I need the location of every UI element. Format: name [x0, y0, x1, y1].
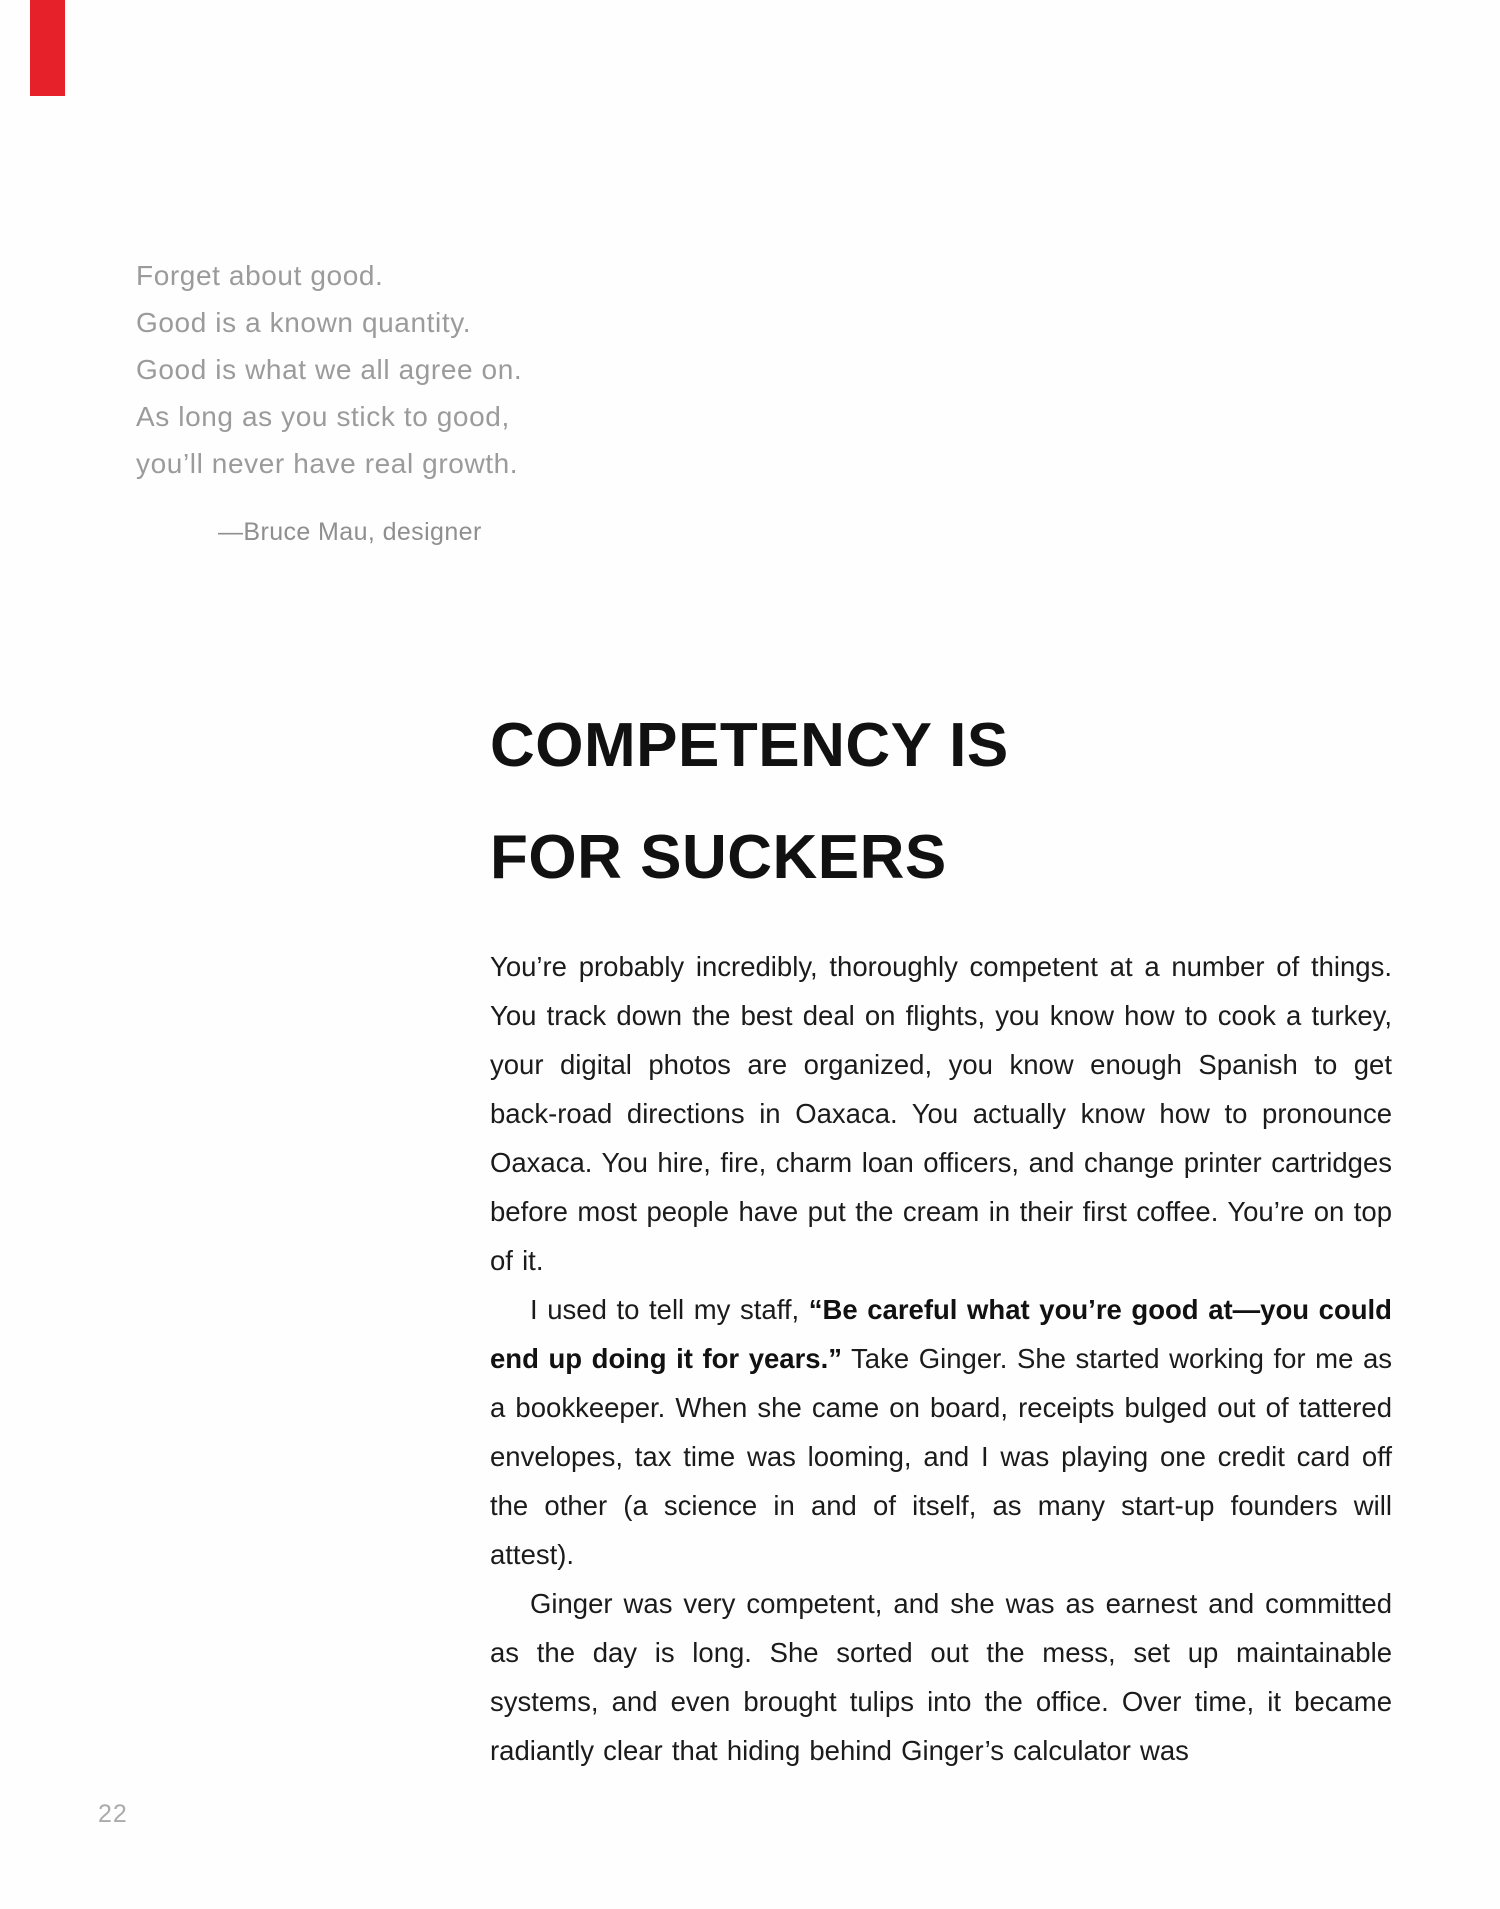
- chapter-title-line-2: FOR SUCKERS: [490, 823, 947, 892]
- epigraph-line: Good is a known quantity.: [136, 307, 472, 338]
- chapter-content: [490, 690, 1392, 1775]
- epigraph-line: you’ll never have real growth.: [136, 448, 519, 479]
- body-paragraph-3: Ginger was very competent, and she was as earnest and committed as the day is long. She sorted out the mess, set up maintainable systems, and even brought tulips into the office. Over time, it became radiantly clear that hiding behind Ginger’s calculator was: [490, 1588, 1392, 1766]
- red-corner-tab: [30, 0, 65, 96]
- epigraph-line: As long as you stick to good,: [136, 401, 510, 432]
- paragraph-2-rest: Take Ginger. She started working for me as a bookkeeper. When she came on board, receipts bulged out of tattered envelopes, tax time was looming, and I was playing one credit card off the other (a science in and of itself, as many start-up founders will attest).: [490, 1343, 1392, 1570]
- epigraph: [136, 252, 836, 556]
- paragraph-2-bold-quote: “Be careful what you’re good at—you could end up doing it for years.”: [490, 1294, 1392, 1374]
- paragraph-2-lead: I used to tell my staff,: [530, 1294, 809, 1325]
- epigraph-line: Forget about good.: [136, 260, 384, 291]
- body-paragraph-1: You’re probably incredibly, thoroughly competent at a number of things. You track down the best deal on flights, you know how to cook a turkey, your digital photos are organized, you know enough Spanish to get back-road directions in Oaxaca. You actually know how to pronounce Oaxaca. You hire, fire, charm loan officers, and change printer cartridges before most people have put the cream in their first coffee. You’re on top of it.: [490, 951, 1392, 1276]
- body-paragraph-2: [490, 1285, 1392, 1579]
- epigraph-attribution: —Bruce Mau, designer: [218, 518, 482, 546]
- chapter-title-line-1: COMPETENCY IS: [490, 711, 1009, 780]
- chapter-title: [490, 690, 1392, 914]
- epigraph-line: Good is what we all agree on.: [136, 354, 523, 385]
- page-number: 22: [98, 1800, 128, 1828]
